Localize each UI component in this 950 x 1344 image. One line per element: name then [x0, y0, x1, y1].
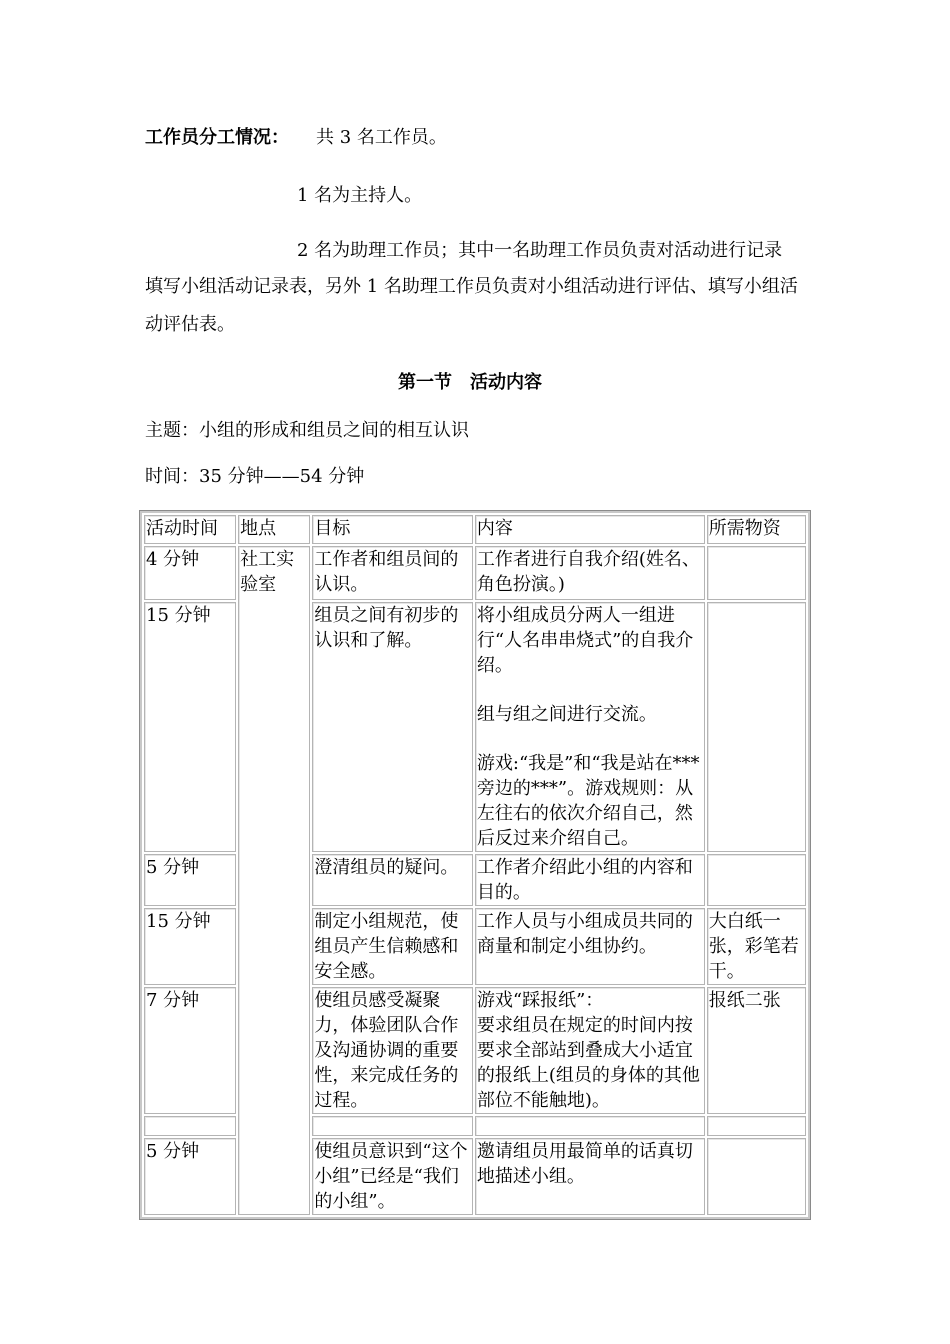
cell-location: 社工实验室 — [238, 546, 310, 1215]
cell-time: 15 分钟 — [144, 602, 236, 852]
staffing-total: 共 3 名工作员。 — [316, 127, 447, 148]
content-paragraph: 组与组之间进行交流。 — [476, 704, 657, 725]
cell-time: 5 分钟 — [144, 1138, 236, 1215]
content-paragraph: 游戏“踩报纸”： 要求组员在规定的时间内按要求全部站到叠成大小适宜的报纸上(组员的身体的其他部位不能触地)。 — [476, 990, 700, 1111]
cell-content — [475, 854, 705, 906]
content-paragraph: 将小组成员分两人一组进行“人名串串烧式”的自我介绍。 — [476, 605, 694, 676]
cell-time: 7 分钟 — [144, 987, 236, 1114]
section-heading: 第一节 活动内容 — [398, 372, 542, 393]
time-line: 时间：35 分钟——54 分钟 — [145, 466, 365, 487]
cell-materials — [707, 1116, 806, 1136]
content-paragraph: 工作者介绍此小组的内容和目的。 — [476, 857, 693, 903]
cell-time: 5 分钟 — [144, 854, 236, 906]
cell-content — [475, 987, 705, 1114]
cell-materials: 大白纸一张，彩笔若干。 — [707, 908, 806, 985]
header-materials: 所需物资 — [707, 515, 806, 544]
cell-time — [144, 1116, 236, 1136]
table-header-row — [144, 515, 806, 544]
cell-materials — [707, 854, 806, 906]
staffing-label: 工作员分工情况： — [145, 127, 289, 148]
cell-time: 4 分钟 — [144, 546, 236, 600]
cell-goal: 澄清组员的疑问。 — [312, 854, 472, 906]
content-paragraph: 邀请组员用最简单的话真切地描述小组。 — [476, 1141, 693, 1187]
staffing-assistants-continued: 填写小组活动记录表，另外 1 名助理工作员负责对小组活动进行评估、填写小组活动评估表。 — [145, 276, 798, 335]
cell-goal: 制定小组规范，使组员产生信赖感和安全感。 — [312, 908, 472, 985]
cell-goal: 使组员感受凝聚力，体验团队合作及沟通协调的重要性，来完成任务的过程。 — [312, 987, 472, 1114]
header-location: 地点 — [238, 515, 310, 544]
cell-materials — [707, 602, 806, 852]
activity-table — [140, 511, 810, 1219]
content-paragraph: 游戏:“我是”和“我是站在***旁边的***”。游戏规则：从左往右的依次介绍自己，然后反过来介绍自己。 — [476, 753, 700, 849]
content-paragraph: 工作人员与小组成员共同的商量和制定小组协约。 — [476, 911, 693, 957]
cell-time: 15 分钟 — [144, 908, 236, 985]
cell-content — [475, 1138, 705, 1215]
cell-goal — [312, 1116, 472, 1136]
staffing-assistants: 2 名为助理工作员；其中一名助理工作员负责对活动进行记录 — [297, 240, 783, 261]
cell-materials — [707, 546, 806, 600]
content-paragraph: 工作者进行自我介绍(姓名、角色扮演。) — [476, 549, 700, 595]
cell-goal: 工作者和组员间的认识。 — [312, 546, 472, 600]
cell-materials — [707, 1138, 806, 1215]
cell-content — [475, 546, 705, 600]
cell-materials: 报纸二张 — [707, 987, 806, 1114]
header-goal: 目标 — [312, 515, 472, 544]
header-content: 内容 — [475, 515, 705, 544]
cell-content — [475, 1116, 705, 1136]
theme-line: 主题：小组的形成和组员之间的相互认识 — [145, 420, 469, 441]
cell-goal: 使组员意识到“这个小组”已经是“我们的小组”。 — [312, 1138, 472, 1215]
cell-content — [475, 908, 705, 985]
table-row — [144, 546, 806, 600]
cell-content — [475, 602, 705, 852]
cell-goal: 组员之间有初步的认识和了解。 — [312, 602, 472, 852]
staffing-host: 1 名为主持人。 — [297, 185, 423, 206]
header-time: 活动时间 — [144, 515, 236, 544]
